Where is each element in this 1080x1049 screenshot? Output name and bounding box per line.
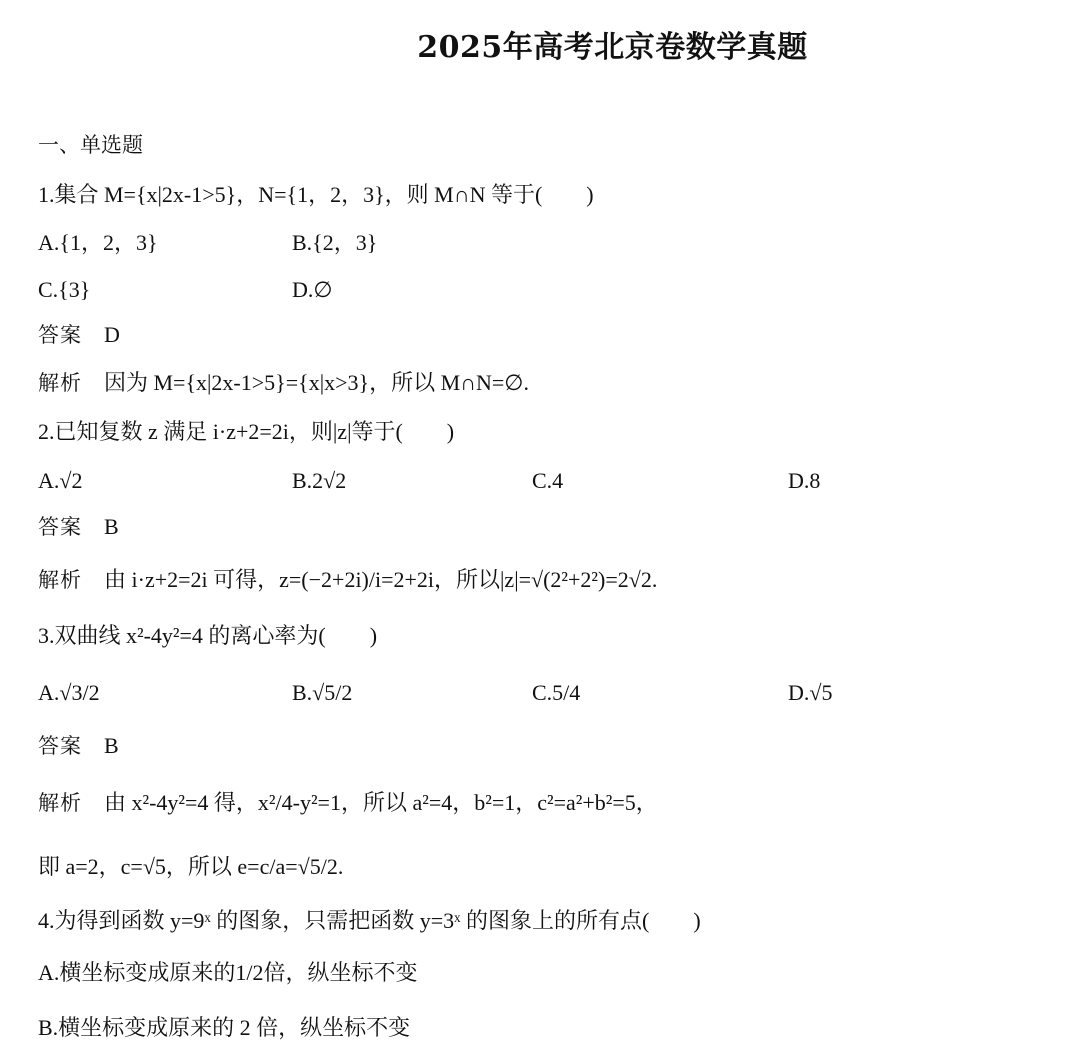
q2-answer-value: B — [104, 514, 119, 539]
analysis-label: 解析 — [38, 371, 82, 395]
q4-option-a: A.横坐标变成原来的1/2倍，纵坐标不变 — [38, 960, 418, 985]
page-title: 2025年高考北京卷数学真题 — [417, 30, 808, 65]
q1-analysis-row — [38, 368, 529, 398]
q1-option-a: A.{1，2，3} — [38, 230, 158, 255]
answer-label: 答案 — [38, 734, 82, 758]
q3-option-d: D.√5 — [788, 680, 833, 705]
q4-option-b: B.横坐标变成原来的 2 倍，纵坐标不变 — [38, 1015, 411, 1040]
question-2-stem: 2.已知复数 z 满足 i·z+2=2i，则|z|等于( ) — [38, 419, 455, 444]
q1-option-d: D.∅ — [292, 277, 333, 302]
question-4-stem: 4.为得到函数 y=9ˣ 的图象，只需把函数 y=3ˣ 的图象上的所有点( ) — [38, 908, 701, 933]
q3-analysis-line-2: 即 a=2，c=√5，所以 e=c/a=√5/2. — [38, 854, 344, 879]
q1-option-c: C.{3} — [38, 277, 91, 302]
q1-option-b: B.{2，3} — [292, 230, 378, 255]
q2-option-a: A.√2 — [38, 468, 83, 493]
q2-analysis-text: 由 i·z+2=2i 可得，z=(−2+2i)/i=2+2i，所以|z|=√(2²+2²)=2√2. — [104, 567, 658, 592]
q3-option-b: B.√5/2 — [292, 680, 353, 705]
q2-answer-row — [38, 512, 119, 542]
section-heading: 一、单选题 — [38, 133, 143, 157]
answer-label: 答案 — [38, 515, 82, 539]
q3-analysis-row — [38, 788, 658, 818]
q3-answer-value: B — [104, 733, 119, 758]
answer-label: 答案 — [38, 323, 82, 347]
q1-analysis-text: 因为 M={x|2x-1>5}={x|x>3}，所以 M∩N=∅. — [104, 370, 529, 395]
q1-answer-row — [38, 320, 120, 350]
analysis-label: 解析 — [38, 791, 82, 815]
question-1-stem: 1.集合 M={x|2x-1>5}，N={1，2，3}，则 M∩N 等于( ) — [38, 182, 594, 207]
q2-option-c: C.4 — [532, 468, 564, 493]
q1-answer-value: D — [104, 322, 120, 347]
q2-option-b: B.2√2 — [292, 468, 347, 493]
q3-analysis-text-1: 由 x²-4y²=4 得，x²/4-y²=1，所以 a²=4，b²=1，c²=a²+b²=5， — [104, 790, 658, 815]
analysis-label: 解析 — [38, 568, 82, 592]
question-3-stem: 3.双曲线 x²-4y²=4 的离心率为( ) — [38, 623, 378, 648]
q3-option-c: C.5/4 — [532, 680, 581, 705]
q2-analysis-row — [38, 565, 657, 595]
q2-option-d: D.8 — [788, 468, 821, 493]
q3-option-a: A.√3/2 — [38, 680, 100, 705]
q3-answer-row — [38, 731, 119, 761]
